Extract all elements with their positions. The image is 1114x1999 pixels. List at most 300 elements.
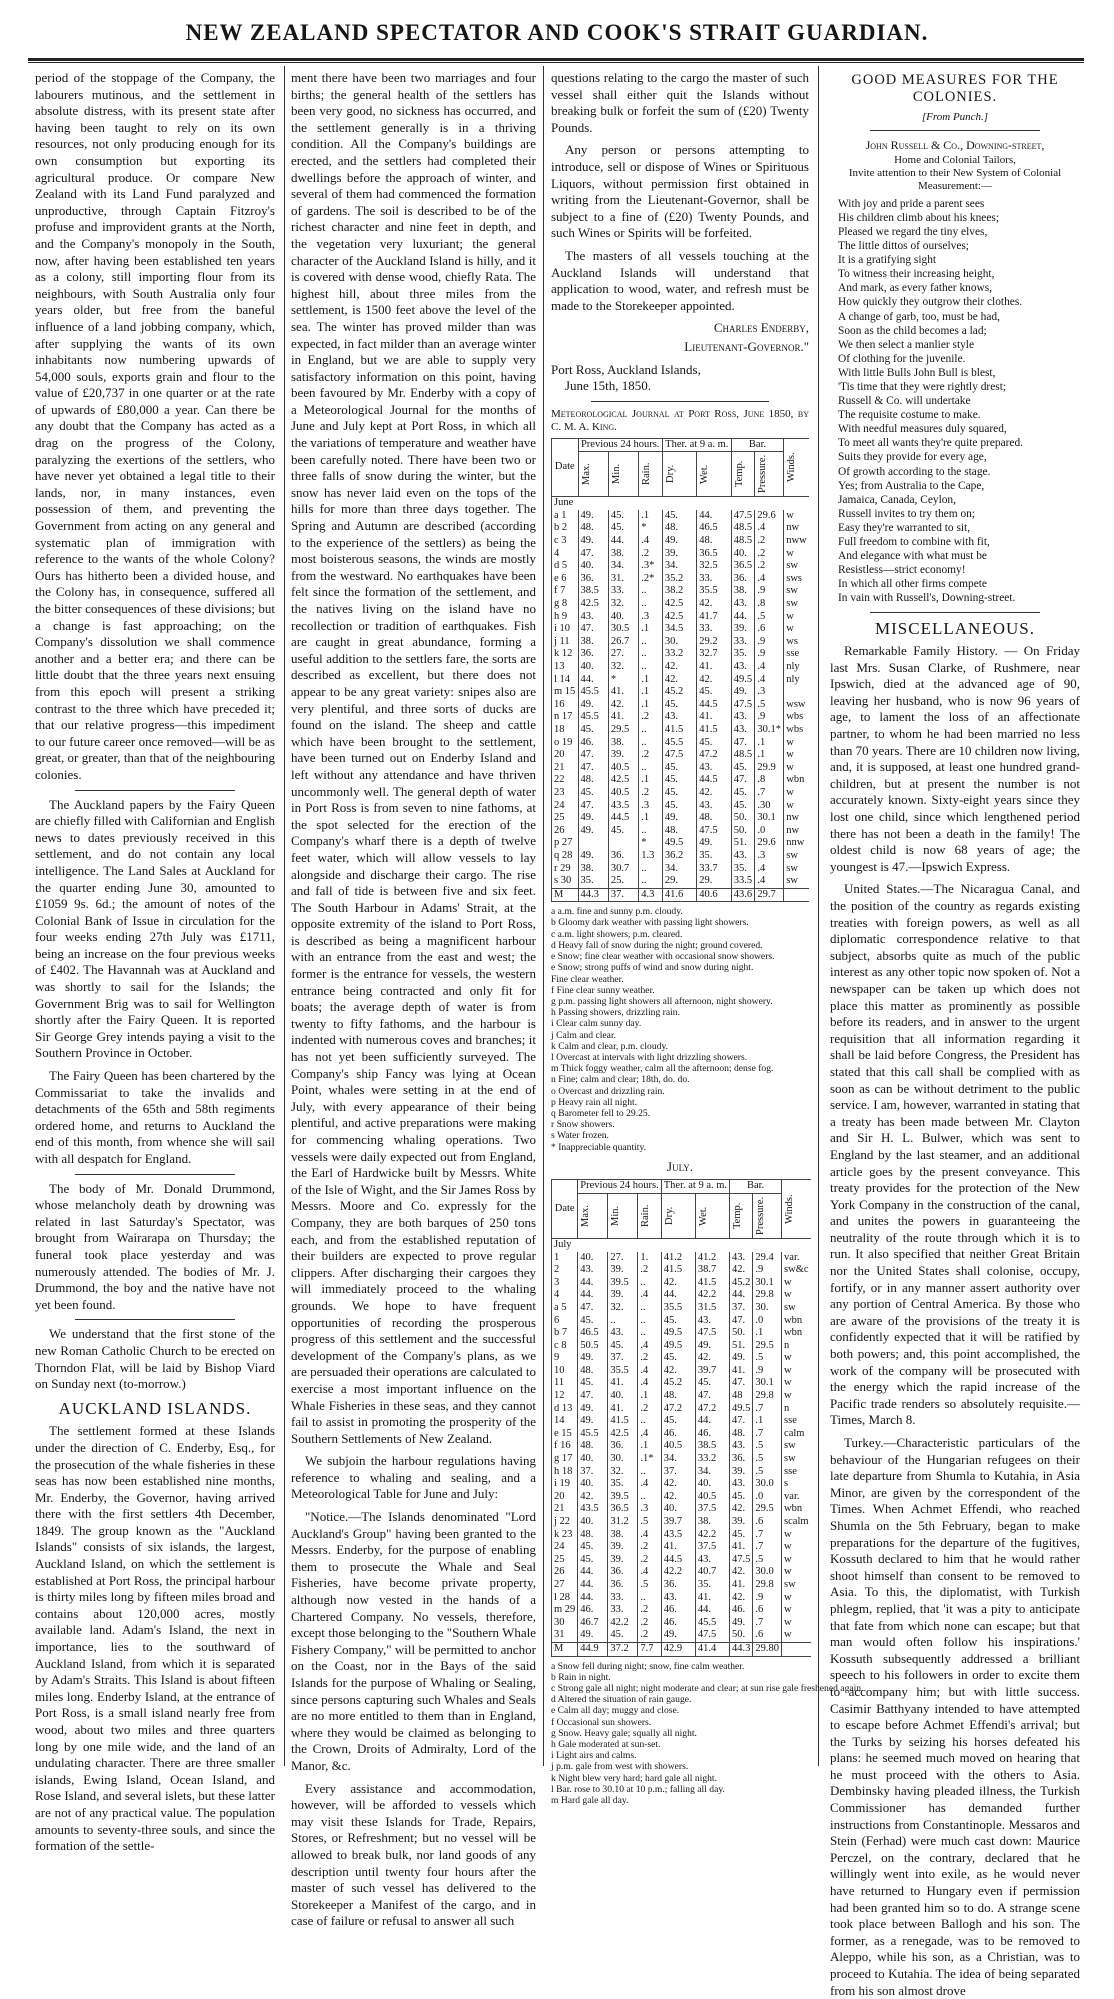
- table-cell: 47.5: [730, 1554, 753, 1567]
- table-cell: 44.: [730, 1289, 753, 1302]
- table-cell: 45.: [578, 787, 608, 800]
- table-cell: 29.2: [697, 636, 731, 649]
- table-cell: 29.4: [753, 1252, 782, 1265]
- table-cell: 33.: [608, 585, 638, 598]
- table-cell: 42.: [697, 674, 731, 687]
- table-cell: 32.5: [697, 560, 731, 573]
- table-cell: 45.2: [661, 1377, 695, 1390]
- table-cell: .3: [755, 686, 784, 699]
- table-cell: 36.: [578, 648, 608, 661]
- table-cell: 3: [552, 1277, 578, 1290]
- table-cell: .6: [755, 623, 784, 636]
- table-cell: 42.: [608, 699, 638, 712]
- table-cell: w: [782, 1365, 811, 1378]
- table-cell: [578, 837, 608, 850]
- table-cell: 33.7: [697, 863, 731, 876]
- table-cell: 1.3: [639, 850, 663, 863]
- table-cell: 40.7: [695, 1566, 729, 1579]
- table-cell: .4: [755, 674, 784, 687]
- header-dry: Dry.: [661, 1193, 695, 1238]
- table-cell: 48.: [730, 1428, 753, 1441]
- table-cell: 16: [552, 699, 579, 712]
- table-row: [552, 598, 810, 611]
- table-cell: .4: [639, 535, 663, 548]
- table-cell: 46.: [695, 1428, 729, 1441]
- table-cell: 34.: [662, 863, 696, 876]
- table-cell: 42.: [662, 661, 696, 674]
- table-cell: ..: [638, 1491, 661, 1504]
- table-cell: .1: [638, 1440, 661, 1453]
- table-cell: .5: [753, 1352, 782, 1365]
- table-cell: 47.: [578, 548, 608, 561]
- table-cell: 43.: [731, 724, 755, 737]
- table-cell: 41.: [697, 711, 731, 724]
- table-row: [552, 762, 810, 775]
- table-row: [552, 699, 810, 712]
- table-cell: 42.5: [578, 598, 608, 611]
- table-cell: 26: [552, 825, 579, 838]
- table-cell: 30.: [753, 1302, 782, 1315]
- footnote: j p.m. gale from west with showers.: [551, 1761, 689, 1773]
- table-cell: 46.: [730, 1604, 753, 1617]
- table-cell: var.: [782, 1252, 811, 1265]
- table-cell: b 2: [552, 522, 579, 535]
- table-cell: i 10: [552, 623, 579, 636]
- table-cell: 30.1: [753, 1377, 782, 1390]
- table-cell: 12: [552, 1390, 578, 1403]
- footnote: g p.m. passing light showers all afternoon, night showery.: [551, 995, 773, 1007]
- table-cell: 35.: [697, 850, 731, 863]
- table-cell: 44.: [695, 1415, 729, 1428]
- table-cell: 40.5: [608, 787, 638, 800]
- table-cell: h 18: [552, 1466, 578, 1479]
- table-cell: 47.2: [661, 1403, 695, 1416]
- table-cell: ..: [639, 598, 663, 611]
- table-cell: 39.: [730, 1466, 753, 1479]
- table-cell: 35.: [731, 648, 755, 661]
- table-row: [552, 1617, 811, 1630]
- table-row: [552, 686, 810, 699]
- table-cell: ..: [638, 1302, 661, 1315]
- table-cell: 41.5: [697, 724, 731, 737]
- table-cell: 38.: [578, 863, 608, 876]
- table-cell: .2: [638, 1403, 661, 1416]
- table-cell: 48.5: [731, 749, 755, 762]
- header-barometer: Bar.: [731, 438, 784, 452]
- table-cell: 35.2: [662, 573, 696, 586]
- table-cell: 43.: [731, 711, 755, 724]
- table-cell: m 15: [552, 686, 579, 699]
- table-cell: .4: [638, 1365, 661, 1378]
- column-divider: [284, 66, 285, 1766]
- table-cell: 44.: [578, 674, 608, 687]
- table-cell: w: [782, 1554, 811, 1567]
- table-row: [552, 674, 810, 687]
- table-cell: 40.: [608, 611, 638, 624]
- article-paragraph: Turkey.—Characteristic particulars of the behaviour of the Hungarian refugees on their late departure from Shumla to Kutahia, in Asia Minor, are given by the correspondent of the Times. When Achmet Effendi, who reached Shumla on the 5th February, began to make preparations for the departure of the fugitives, Kossuth declared to him that he would rather shoot himself than consent to be removed to Asia. To this, the diplomatist, with Turkish phlegm, replied, that 'it was a pity to anticipate that fate from which none can escape; but that man would often follow his inspirations.' Kossuth subsequently addressed a brilliant speech to his followers in order to excite them to accompany him; but with little success. Casimir Batthyany intended to have attempted to escape before Achmet Effendi's arrival; but the Turks by seizing his horses defeated his plans: he seemed much moved on hearing that he must proceed with the others to Asia. Dembinsky having pleaded illness, the Turkish Commissioner has demanded further instructions from Constantinople. Messaros and Stein (Ferhad) were much cast down: Maurice Perczel, on the contrary, declared that he willingly went into exile, as he would never have returned to Hungary even if permission had been granted him so to do. A strange scene took place between Ballogh and his son. The former, as a renegade, was to be removed to Aleppo, while his son, as a Christian, was to proceed to Kutahia. The idea of being separated from his son almost drove: [830, 1435, 1080, 1998]
- table-cell: sw: [784, 875, 809, 888]
- table-row: [552, 1629, 811, 1642]
- table-cell: 29.: [697, 875, 731, 888]
- article-paragraph: Every assistance and accommodation, however, will be afforded to vessels which may visit these Islands for Trade, Repairs, Stores, or Refreshment; but no vessel will be allowed to break bulk, nor land goods of any description until twenty four hours after the master of such vessel has delivered to the Storekeeper a Manifest of the cargo, and in case of failure or refusal to answer all such: [291, 1780, 536, 1929]
- table-cell: 45.: [730, 1529, 753, 1542]
- table-cell: 11: [552, 1377, 578, 1390]
- table-cell: 30.1: [755, 812, 784, 825]
- table-cell: 44.9: [578, 1642, 608, 1656]
- table-cell: [784, 686, 809, 699]
- table-cell: 34.: [662, 560, 696, 573]
- poem: With joy and pride a parent sees His children climb about his knees; Pleased we regard the tiny elves, The little dittos of ourselves; It is a gratifying sight To witness their increasing height, And mark, as every father knows, How quickly they outgrow their clothes. A change of garb, too, must be had, Soon as the child becomes a lad; We then select a manlier style Of clothing for the juvenile. With little Bulls John Bull is blest, 'Tis time that they were rightly drest; Russell & Co. will undertake The requisite costume to make. With needful measures duly squared, To meet all wants they're quite prepared. Suits they provide for every age, Of growth according to the stage. Yes; from Australia to the Cape, Jamaica, Canada, Ceylon, Russell invites to try them on; Easy they're warranted to sit, Full freedom to combine with fit, And elegance with what must be Resistless—strict economy! In which all other firms compete In vain with Russell's, Downing-street.: [838, 197, 1024, 605]
- table-cell: 43.: [697, 762, 731, 775]
- table-cell: 43.: [730, 1478, 753, 1491]
- table-row: [552, 749, 810, 762]
- table-cell: 36.5: [731, 560, 755, 573]
- header-min: Min.: [608, 452, 638, 497]
- table-cell: w: [782, 1629, 811, 1642]
- table-cell: 44.: [731, 611, 755, 624]
- section-heading: GOOD MEASURES FOR THE COLONIES.: [851, 72, 1059, 105]
- article-paragraph: The masters of all vessels touching at the Auckland Islands will understand that application to wood, water, and refresh must be made to the Storekeeper appointed.: [551, 247, 809, 313]
- article-paragraph: ment there have been two marriages and four births; the general health of the settlers has been very good, no sickness has occurred, and the settlement generally is in a thriving condition. All the Company's buildings are erected, and the settlers had completed their dwellings before the approach of winter, and several of them had commenced the formation of gardens. The soil is described to be of the richest character and nine feet in depth, and the vegetation very luxuriant; the general character of the Auckland Island is hilly, and it is covered with dense wood, chiefly Rata. The highest hill, about three miles from the settlement, is 1500 feet above the level of the sea. The winter has proved milder than was expected, in fact milder than an average winter in England, but we are able to supply very satisfactory information on this point, having been favoured by Mr. Enderby with a copy of a Meteorological Journal for the months of June and July kept at Port Ross, in which all the variations of temperature and weather have been carefully noted. There have been two or three falls of snow during the winter, but the snow has never laid even on the tops of the hills for more than three days together. The Spring and Autumn are described (according to the experience of the settlers) as being the most boisterous seasons, the winds are mostly from the westward. No earthquakes have been felt since the formation of the settlement, and the natives living on the island have no recollection or tradition of earthquakes. Fish are caught in great abundance, forming a useful addition to the settlers fare, the sorts are described as excellent, but there does not appear to be any great variety: snipes also are very plentiful, and three sorts of ducks are found on the island. The sheep and cattle which have been brought to the settlement, have been turned out on Enderby Island and left without any attendance and have thriven uncommonly well. The general depth of water in Port Ross is from seven to nine fathoms, at the spot selected for the erection of the Company's wharf there is a depth of twelve feet water, which will allow vessels to lay alongside and discharge their cargo. The rise and fall of tide is between five and six feet. The South Harbour in Adams' Strait, at the opposite extremity of the island to Port Ross, is described as being a magnificent harbour with an entrance from the east and west; the former is the entrance for vessels, the western entrance being contracted and only fit for boats; the average depth of water is from twenty to fifty fathoms, and the harbour is indented with numerous coves and branches; it has not yet been sufficiently surveyed. The Company's ship Fancy was lying at Ocean Point, whales were setting in at the end of July, with every appearance of their being plentiful, and active preparations were making for commencing whaling operations. Two vessels were daily expected out from England, the Earl of Hardwicke built by Messrs. White of the Isle of Wight, and the Sir James Ross by Messrs. Moore and Co. expressly for the Company, they are both barques of 250 tons each, and from the established reputation of their builders are expected to prove regular clippers. After discharging their cargoes they will immediately proceed to the whaling grounds. We hope to have frequent opportunities of recording the prosperous progress of this settlement and the successful development of the Company's plans, as we are persuaded their operations are calculated to exercise a most important influence on the Whale Fisheries in these seas, and they cannot fail to assist in promoting the prosperity of the Southern Settlements of New Zealand.: [291, 70, 536, 1446]
- table-cell: 32.: [608, 661, 638, 674]
- table-cell: 47.2: [697, 749, 731, 762]
- header-max: Max.: [578, 452, 608, 497]
- table-cell: .2: [638, 1604, 661, 1617]
- table-cell: 49.: [695, 1340, 729, 1353]
- table-cell: .1: [755, 749, 784, 762]
- table-cell: 43.: [731, 598, 755, 611]
- table-cell: nw: [784, 825, 809, 838]
- table-cell: 39.5: [608, 1277, 638, 1290]
- table-cell: .8: [755, 598, 784, 611]
- table-cell: w: [782, 1377, 811, 1390]
- table-row: [552, 1579, 811, 1592]
- table-cell: 45.: [608, 522, 638, 535]
- table-cell: 36.2: [662, 850, 696, 863]
- table-cell: 40.: [731, 548, 755, 561]
- table-cell: 49.5: [730, 1403, 753, 1416]
- separator: [75, 790, 235, 791]
- table-cell: c 8: [552, 1340, 578, 1353]
- table-cell: 47.: [578, 762, 608, 775]
- table-cell: 47.5: [731, 699, 755, 712]
- table-cell: 2: [552, 1264, 578, 1277]
- table-cell: q 28: [552, 850, 579, 863]
- table-row: [552, 1252, 811, 1265]
- table-cell: 37.: [661, 1466, 695, 1479]
- table-cell: 34.: [695, 1466, 729, 1479]
- table-cell: 38.: [695, 1516, 729, 1529]
- table-cell: .9: [753, 1365, 782, 1378]
- table-cell: 45.: [578, 724, 608, 737]
- dateline: Port Ross, Auckland Islands,: [551, 361, 701, 377]
- table-cell: 37.2: [608, 1642, 638, 1656]
- table-cell: 41.5: [608, 1415, 638, 1428]
- table-cell: 30.: [608, 1453, 638, 1466]
- table-cell: 41.: [661, 1541, 695, 1554]
- table-row: [552, 800, 810, 813]
- table-cell: w: [782, 1541, 811, 1554]
- table-cell: 38.: [608, 737, 638, 750]
- table-cell: 50.: [731, 825, 755, 838]
- table-row: [552, 1554, 811, 1567]
- footnote: n Fine; calm and clear; 18th, do. do.: [551, 1074, 690, 1086]
- table-cell: 48.: [697, 535, 731, 548]
- table-cell: 21: [552, 762, 579, 775]
- table-cell: 42.: [730, 1503, 753, 1516]
- footnote: e Snow; strong puffs of wind and snow during night.: [551, 962, 754, 974]
- table-cell: wbs: [784, 724, 809, 737]
- table-cell: .4: [638, 1529, 661, 1542]
- table-cell: 41.: [697, 661, 731, 674]
- table-cell: .4: [638, 1377, 661, 1390]
- table-cell: n: [782, 1403, 811, 1416]
- table-cell: 42.2: [661, 1566, 695, 1579]
- table-cell: 41.5: [661, 1264, 695, 1277]
- table-cell: 45.2: [662, 686, 696, 699]
- table-cell: 42.5: [608, 1428, 638, 1441]
- table-cell: ..: [639, 724, 663, 737]
- footnote: c Strong gale all night; night moderate and clear; at sun rise gale freshened again.: [551, 1682, 864, 1694]
- table-cell: ..: [638, 1415, 661, 1428]
- table-cell: .4: [755, 875, 784, 888]
- table-cell: ..: [638, 1466, 661, 1479]
- table-cell: 47.5: [731, 510, 755, 523]
- table-cell: a 1: [552, 510, 579, 523]
- table-cell: .3: [755, 850, 784, 863]
- footnote: Fine clear weather.: [551, 973, 624, 985]
- table-cell: 41.6: [662, 888, 696, 902]
- table-cell: wbn: [782, 1327, 811, 1340]
- table-cell: 41.2: [695, 1252, 729, 1265]
- table-cell: 23: [552, 787, 579, 800]
- table-cell: 36.5: [608, 1503, 638, 1516]
- table-cell: 50.: [731, 812, 755, 825]
- table-cell: 45.: [731, 787, 755, 800]
- table-cell: 39.: [608, 749, 638, 762]
- table-cell: n 17: [552, 711, 579, 724]
- table-row: [552, 1478, 811, 1491]
- table-cell: 45.5: [662, 737, 696, 750]
- table-cell: ..: [638, 1327, 661, 1340]
- table-cell: M: [552, 1642, 578, 1656]
- table-cell: w: [782, 1390, 811, 1403]
- table-cell: 45.: [697, 686, 731, 699]
- table-cell: 42.: [730, 1566, 753, 1579]
- article-paragraph: period of the stoppage of the Company, the labourers mutinous, and the settlement in absolute distress, with its present state after having been taught to rely on its own resources, not only producing enough for its own consumption but exporting its agricultural produce. Or compare New Zealand with its Land Fund paralyzed and unproductive, through Captain Fitzroy's profuse and improvident grants at the North, and the Company's monopoly in the South, now, after having been established ten years as a colony, still importing flour from its neighbours, with South Australia only four years older, but free from the baneful influence of a land jobbing company, which, after supplying the wants of its own inhabitants now numbering upwards of 54,000 souls, exports grain and flour to the value of £20,737 in one quarter or at the rate of upwards of £80,000 a year. Can there be any doubt that the Company has acted as a drag on the progress of the Colony, paralyzing the exertions of the settlers, who have never yet obtained a legal title to their lands, nor, in many instances, even possession of them, and preventing the Government from acting on any general and systematic plan of immigration with reference to the wants of the whole Colony? Ours has hitherto been a divided house, and the Colony has, in consequence, suffered all the bitter consequences of these divisions; but a change is fast approaching; on the Company's dissolution we shall commence another and a better era; and there can be little doubt that the three years next ensuing from this epoch will present a striking contrast to the three which have preceded it; that our relative progress—this impediment to our future career once removed—will be as great, or greater, than that of the neighbouring colonies.: [35, 70, 275, 782]
- table-cell: ..: [638, 1277, 661, 1290]
- table-cell: scalm: [782, 1516, 811, 1529]
- table-cell: g 8: [552, 598, 579, 611]
- table-row: [552, 863, 810, 876]
- table-cell: 30.0: [753, 1478, 782, 1491]
- table-cell: 40.5: [608, 762, 638, 775]
- table-cell: 41.5: [695, 1277, 729, 1290]
- table-row: [552, 1277, 811, 1290]
- header-wet: Wet.: [697, 452, 731, 497]
- table-cell: j 22: [552, 1516, 578, 1529]
- footnote: a Snow fell during night; snow, fine calm weather.: [551, 1660, 745, 1672]
- table-cell: 42.5: [608, 774, 638, 787]
- table-cell: .9: [755, 711, 784, 724]
- table-cell: 47.: [578, 1390, 608, 1403]
- table-cell: 38.2: [662, 585, 696, 598]
- table-cell: 37.5: [695, 1541, 729, 1554]
- table-cell: 49.: [578, 850, 608, 863]
- table-cell: w: [782, 1592, 811, 1605]
- table-cell: .7: [753, 1529, 782, 1542]
- table-cell: 41.: [608, 1377, 638, 1390]
- table-cell: .2: [639, 711, 663, 724]
- table-cell: ..: [638, 1592, 661, 1605]
- table-cell: [608, 837, 638, 850]
- table-cell: 42.: [730, 1592, 753, 1605]
- table-cell: .9: [753, 1592, 782, 1605]
- table-cell: .1*: [638, 1453, 661, 1466]
- table-cell: 29.80: [753, 1642, 782, 1656]
- table-cell: 47.2: [695, 1403, 729, 1416]
- footnote: b Gloomy dark weather with passing light showers.: [551, 917, 749, 929]
- footnote: k Night blew very hard; hard gale all night.: [551, 1772, 717, 1784]
- table-cell: wbn: [784, 774, 809, 787]
- table-cell: 40.: [608, 1390, 638, 1403]
- table-row: [552, 1377, 811, 1390]
- separator: [591, 401, 769, 402]
- table-row: [552, 1592, 811, 1605]
- table-cell: 20: [552, 1491, 578, 1504]
- table-cell: .1: [639, 510, 663, 523]
- table-cell: ..: [608, 1315, 638, 1328]
- table-row: [552, 711, 810, 724]
- table-row: [552, 837, 810, 850]
- table-cell: [784, 888, 809, 902]
- table-cell: .7: [753, 1428, 782, 1441]
- table-cell: 45.: [661, 1352, 695, 1365]
- table-cell: 42.: [730, 1264, 753, 1277]
- table-cell: 47.5: [697, 825, 731, 838]
- table-row: [552, 1315, 811, 1328]
- table-cell: 35.: [731, 863, 755, 876]
- footnote: e Calm all day; muggy and close.: [551, 1705, 680, 1717]
- table-cell: .7: [755, 787, 784, 800]
- header-dry: Dry.: [662, 452, 696, 497]
- table-cell: 41.7: [697, 611, 731, 624]
- table-cell: 42.: [695, 1352, 729, 1365]
- table-cell: o 19: [552, 737, 579, 750]
- table-cell: 51.: [730, 1340, 753, 1353]
- table-cell: 44.5: [661, 1554, 695, 1567]
- table-cell: 44.: [578, 1579, 608, 1592]
- separator: [75, 1174, 235, 1175]
- table-cell: 35.5: [697, 585, 731, 598]
- table-cell: 38.5: [578, 585, 608, 598]
- table-row: [552, 1415, 811, 1428]
- table-cell: .1: [639, 674, 663, 687]
- table-cell: ..: [639, 863, 663, 876]
- table-cell: 47.: [731, 737, 755, 750]
- table-cell: 34.5: [662, 623, 696, 636]
- table-row: [552, 585, 810, 598]
- table-cell: 6: [552, 1315, 578, 1328]
- table-cell: 1: [552, 1252, 578, 1265]
- table-cell: p 27: [552, 837, 579, 850]
- masthead-rule-thin: [28, 62, 1084, 63]
- table-cell: .2: [638, 1617, 661, 1630]
- table-row: [552, 1390, 811, 1403]
- footnote: q Barometer fell to 29.25.: [551, 1107, 651, 1119]
- table-cell: .2: [638, 1352, 661, 1365]
- table-cell: 38.: [608, 548, 638, 561]
- footnote: o Overcast and drizzling rain.: [551, 1085, 665, 1097]
- table-row: [552, 1403, 811, 1416]
- table-cell: .4: [638, 1478, 661, 1491]
- table-cell: 36.: [608, 1579, 638, 1592]
- table-row: [552, 1503, 811, 1516]
- table-cell: 42.: [662, 674, 696, 687]
- table-cell: 33.: [697, 573, 731, 586]
- table-cell: .2: [638, 1264, 661, 1277]
- table-cell: 39.5: [608, 1491, 638, 1504]
- table-row: [552, 661, 810, 674]
- table-cell: 48.: [662, 825, 696, 838]
- footnote: a a.m. fine and sunny p.m. cloudy.: [551, 906, 683, 918]
- table-cell: .2: [639, 787, 663, 800]
- table-cell: 44.: [578, 1592, 608, 1605]
- table-cell: sw: [784, 560, 809, 573]
- table-cell: 42.: [661, 1491, 695, 1504]
- table-cell: 39.7: [695, 1365, 729, 1378]
- table-row: [552, 1466, 811, 1479]
- table-cell: sw: [782, 1453, 811, 1466]
- table-cell: .5: [753, 1554, 782, 1567]
- table-cell: d 13: [552, 1403, 578, 1416]
- footnote: h Passing showers, drizzling rain.: [551, 1007, 680, 1019]
- table-cell: .9: [753, 1264, 782, 1277]
- table-cell: .7: [753, 1541, 782, 1554]
- table-cell: 48.: [578, 1529, 608, 1542]
- table-cell: 37.: [608, 888, 638, 902]
- table-cell: 45.: [662, 787, 696, 800]
- table-cell: 40.6: [697, 888, 731, 902]
- table-cell: 48.: [661, 1390, 695, 1403]
- table-cell: .4: [755, 863, 784, 876]
- table-cell: 49.5: [662, 837, 696, 850]
- table-cell: 40.: [695, 1478, 729, 1491]
- table-row: [552, 787, 810, 800]
- table-cell: 41.: [608, 1403, 638, 1416]
- table-cell: 29.5: [753, 1503, 782, 1516]
- table-cell: 45.: [697, 737, 731, 750]
- table-cell: sw: [782, 1302, 811, 1315]
- table-cell: 49.: [731, 686, 755, 699]
- table-cell: 20: [552, 749, 579, 762]
- table-cell: .1: [753, 1415, 782, 1428]
- table-cell: s: [782, 1478, 811, 1491]
- table-cell: [782, 1642, 811, 1656]
- table-cell: 37.5: [695, 1503, 729, 1516]
- separator: [75, 1319, 235, 1320]
- table-cell: 46.: [578, 1604, 608, 1617]
- table-cell: 42.5: [662, 598, 696, 611]
- table-cell: sws: [784, 573, 809, 586]
- table-cell: 43.: [578, 611, 608, 624]
- table-cell: .5: [638, 1579, 661, 1592]
- table-cell: 42.5: [662, 611, 696, 624]
- table-cell: 25.: [608, 875, 638, 888]
- table-total-row: [552, 1642, 811, 1656]
- table-cell: 31: [552, 1629, 578, 1642]
- table-cell: 40.: [661, 1503, 695, 1516]
